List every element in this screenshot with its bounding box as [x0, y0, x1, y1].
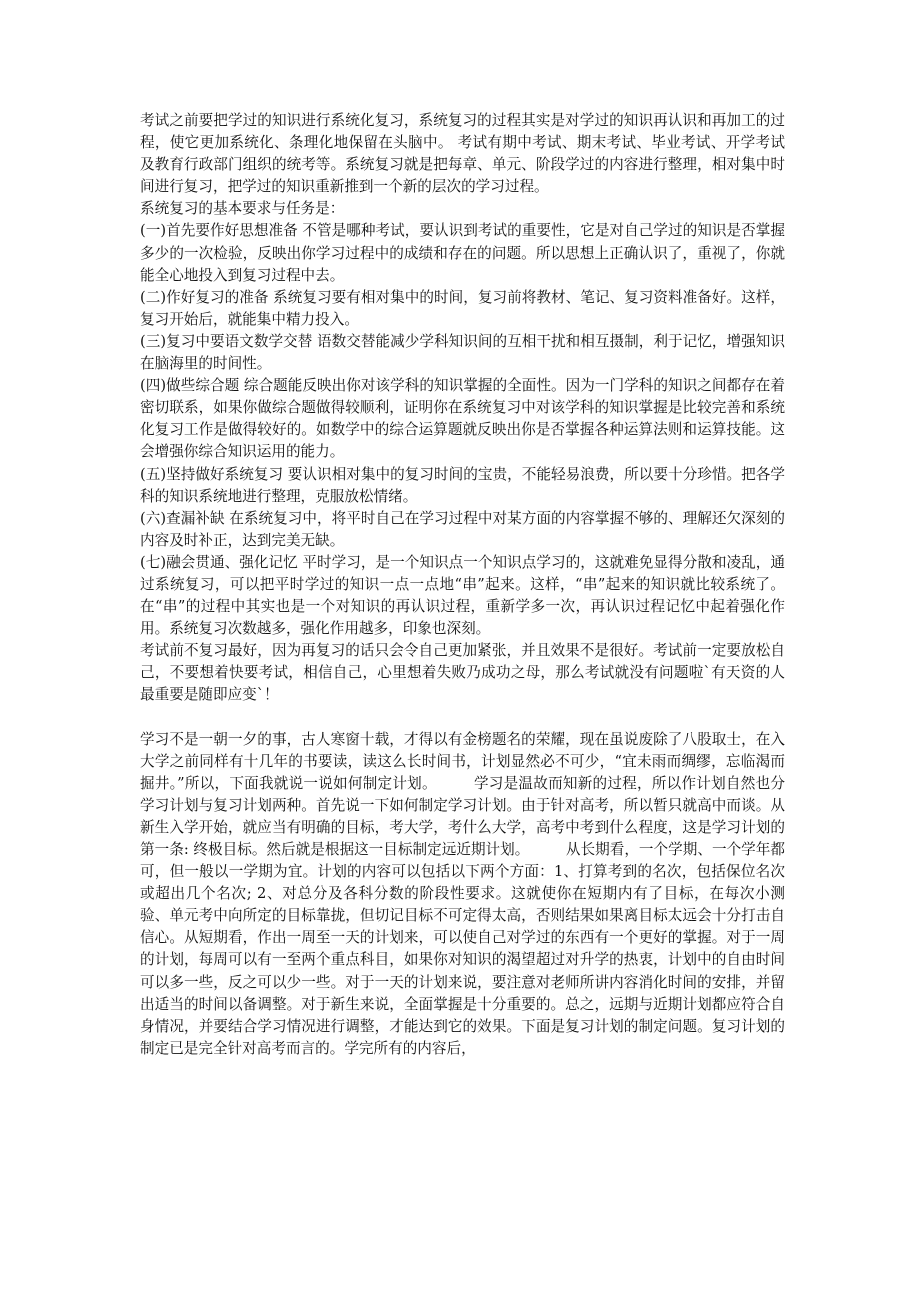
document-body [140, 110, 785, 1060]
requirement-item-5: (五)坚持做好系统复习 要认识相对集中的复习时间的宝贵，不能轻易浪费，所以要十分珍惜。把各学科的知识系统地进行整理，克服放松情绪。 [140, 465, 785, 505]
requirement-item-6: (六)查漏补缺 在系统复习中，将平时自己在学习过程中对某方面的内容掌握不够的、理解还欠深刻的内容及时补正，达到完美无缺。 [140, 509, 785, 549]
requirement-item-1: (一)首先要作好思想准备 不管是哪种考试，要认识到考试的重要性，它是对自己学过的知识是否掌握多少的一次检验，反映出你学习过程中的成绩和存在的问题。所以思想上正确认识了，重视了，你就能全心地投入到复习过程中去。 [140, 222, 785, 284]
requirement-item-7: (七)融会贯通、强化记忆 平时学习，是一个知识点一个知识点学习的，这就难免显得分散和凌乱，通过系统复习，可以把平时学过的知识一点一点地“串”起来。这样，“串”起来的知识就比较系统了。在“串”的过程中其实也是一个对知识的再认识过程，重新学多一次，再认识过程记忆中起着强化作用。系统复习次数越多，强化作用越多，印象也深刻。 [140, 553, 785, 638]
study-plan-paragraph: 学习不是一朝一夕的事，古人寒窗十载，才得以有金榜题名的荣耀，现在虽说废除了八股取士，在入大学之前同样有十几年的书要读，读这么长时间书，计划显然必不可少，“宜未雨而绸缪，忘临渴而掘井。”所以，下面我就说一说如何制定计划。 学习是温故而知新的过程，所以作计划自然也分学习计划与复习计划两种。首先说一下如何制定学习计划。由于针对高考，所以暂只就高中而谈。从新生入学开始，就应当有明确的目标，考大学，考什么大学，高考中考到什么程度，这是学习计划的第一条: 终极目标。然后就是根据这一目标制定远近期计划。 从长期看，一个学期、一个学年都可，但一般以一学期为宜。计划的内容可以包括以下两个方面：1、打算考到的名次，包括保位名次或超出几个名次; 2、对总分及各科分数的阶段性要求。这就使你在短期内有了目标，在每次小测验、单元考中向所定的目标靠拢，但切记目标不可定得太高，否则结果如果离目标太远会十分打击自信心。从短期看，作出一周至一天的计划来，可以使自己对学过的东西有一个更好的掌握。对于一周的计划，每周可以有一至两个重点科目，如果你对知识的渴望超过对升学的热衷，计划中的自由时间可以多一些，反之可以少一些。对于一天的计划来说，要注意对老师所讲内容消化时间的安排，并留出适当的时间以备调整。对于新生来说，全面掌握是十分重要的。总之，远期与近期计划都应符合自身情况，并要结合学习情况进行调整，才能达到它的效果。下面是复习计划的制定问题。复习计划的制定已是完全针对高考而言的。学完所有的内容后， [140, 730, 785, 1057]
closing-paragraph: 考试前不复习最好，因为再复习的话只会令自己更加紧张，并且效果不是很好。考试前一定要放松自己，不要想着快要考试，相信自己，心里想着失败乃成功之母，那么考试就没有问题啦`有天资的人最重要是随即应变`！ [140, 642, 785, 704]
requirement-item-2: (二)作好复习的准备 系统复习要有相对集中的时间，复习前将教材、笔记、复习资料准备好。这样，复习开始后，就能集中精力投入。 [140, 288, 785, 328]
section-spacer [140, 707, 785, 729]
requirement-item-4: (四)做些综合题 综合题能反映出你对该学科的知识掌握的全面性。因为一门学科的知识之间都存在着密切联系，如果你做综合题做得较顺利，证明你在系统复习中对该学科的知识掌握是比较完善和系统化复习工作是做得较好的。如数学中的综合运算题就反映出你是否掌握各种运算法则和运算技能。这会增强你综合知识运用的能力。 [140, 377, 785, 461]
requirements-heading: 系统复习的基本要求与任务是： [140, 200, 345, 218]
requirement-item-3: (三)复习中要语文数学交替 语数交替能减少学科知识间的互相干扰和相互摄制，利于记忆，增强知识在脑海里的时间性。 [140, 332, 785, 373]
intro-paragraph: 考试之前要把学过的知识进行系统化复习，系统复习的过程其实是对学过的知识再认识和再加工的过程，使它更加系统化、条理化地保留在头脑中。 考试有期中考试、期末考试、毕业考试、开学考试及教育行政部门组织的统考等。系统复习就是把每章、单元、阶段学过的内容进行整理，相对集中时间进行复习，把学过的知识重新推到一个新的层次的学习过程。 [140, 112, 785, 196]
